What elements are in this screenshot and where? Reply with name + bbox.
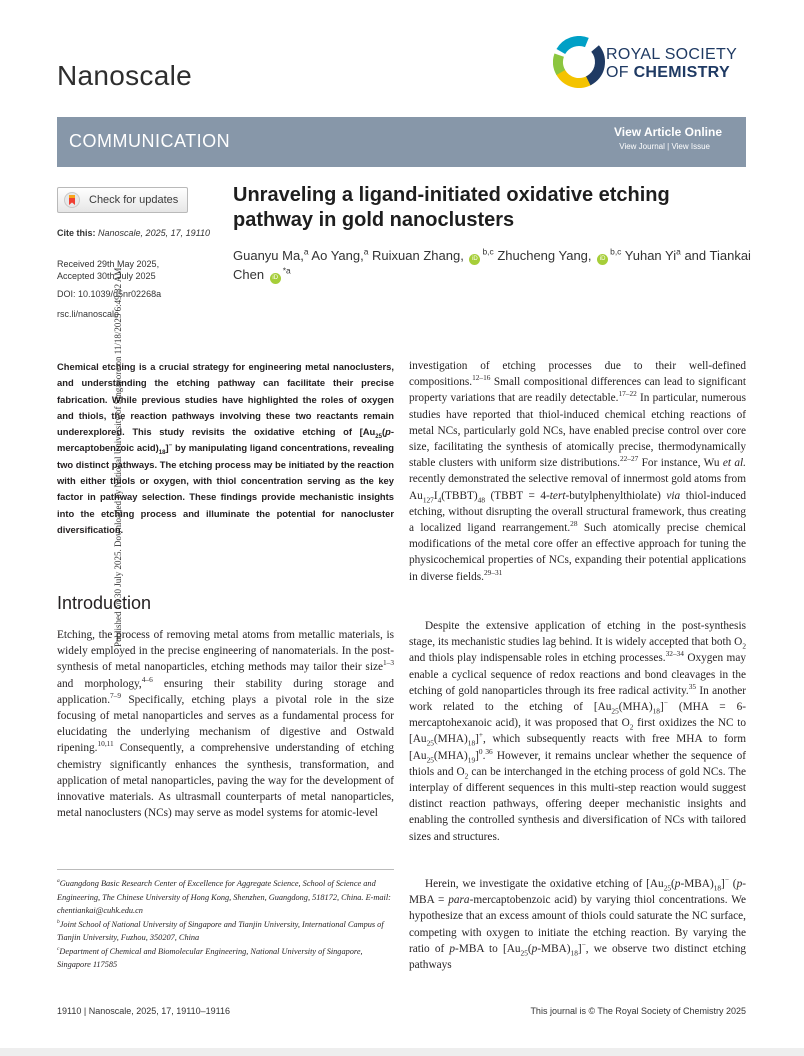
doi[interactable]: DOI: 10.1039/d5nr02268a: [57, 289, 162, 299]
affiliations: $^a$Guangdong Basic Research Center of Excellence for Aggregate Science, School of Science and Engineering, The Chinese University of Hong Kong, Shenzhen, Guangdong, 518172, China. E-mail: chentiankai@cuhk.edu.cn $^b$Joint School of National University of Singapore and Tianjin University, International Campus of Tianjin University, Fuzhou, 350207, China $^c$Department of Chemical and Biomolecular Engineering, National University of Singapore, Singapore 117585: [57, 878, 391, 969]
article-type-label: COMMUNICATION: [69, 131, 231, 151]
crossmark-icon: [64, 192, 80, 208]
separator: |: [667, 142, 670, 151]
view-journal-link[interactable]: View Journal: [619, 142, 665, 151]
download-notice: Published on 30 July 2025. Downloaded by National University of Singapore on 11/18/2025 6:49:32 AM.: [113, 265, 123, 647]
page-footer-copyright: This journal is © The Royal Society of Chemistry 2025: [530, 1006, 746, 1016]
page-footer-citation: 19110 | Nanoscale, 2025, 17, 19110–19116: [57, 1006, 230, 1016]
abstract: Chemical etching is a crucial strategy for engineering metal nanoclusters, and understanding the etching pathway can facilitate their precise fabrication. While previous studies have highlighted the roles of oxygen and thiols, the reaction pathways involving these two reactants remain underexplored. This study revisits the oxidative etching of [$Au_{25}(p$-mercaptobenzoic $acid)_{18}]^-$ by manipulating ligand concentrations, revealing two distinct pathways. The etching process may be initiated by the reaction with either thiols or oxygen, with thiol concentration serving as the key factor in pathway selection. These findings provide mechanistic insights into the etching process and illuminate the potential for nanocluster diversification.: [57, 361, 394, 535]
journal-url[interactable]: rsc.li/nanoscale: [57, 309, 120, 319]
view-links: [619, 142, 710, 151]
publisher-name-line1: ROYAL SOCIETY: [606, 46, 738, 63]
article-type-banner: [57, 117, 746, 167]
journal-title[interactable]: Nanoscale: [57, 60, 193, 91]
received-date: Received 29th May 2025,: [57, 259, 160, 269]
view-article-online-link[interactable]: View Article Online: [613, 125, 722, 139]
author-list: Guanyu Ma,$^a$ Ao Yang,$^a$ Ruixuan Zhang, iD$^{b,c}$ Zhucheng Yang, iD$^{b,c}$ Yuhan Yi$^a$ and Tiankai Chen $iD^{*a}$: [233, 246, 751, 282]
view-issue-link[interactable]: View Issue: [671, 142, 710, 151]
check-for-updates-button[interactable]: [57, 187, 188, 213]
body-paragraph: Etching, the process of removing metal atoms from metallic materials, is widely employed in the precise engineering of nanomaterials. In the post-synthesis of metal nanoparticles, etching methods may tailor their size$^{1-3}$ and morphology,$^{4-6}$ ensuring their stability during storage and application.$^{7-9}$ Specifically, etching plays a pivotal role in the size focusing of metal nanoparticles and serves as a fundamental process for elucidating the underlying mechanism of digestive and Ostwald ripening.$^{10,11}$ Consequently, a comprehensive understanding of etching chemistry significantly enhances the synthesis, transformation, and application of metal nanoparticles, paving the way for the development of innovative materials. As ultrasmall counterparts of metal nanoparticles, metal nanoclusters (NCs) may serve as model systems for atomic-level: [57, 629, 394, 820]
cite-line: Cite this: Nanoscale, 2025, 17, 19110: [57, 228, 210, 238]
footnote-divider: [57, 869, 394, 870]
article-title: Unraveling a ligand-initiated oxidative etching pathway in gold nanoclusters: [233, 184, 670, 231]
orcid-icon[interactable]: iD: [270, 273, 281, 284]
orcid-icon[interactable]: iD: [597, 254, 608, 265]
accepted-date: Accepted 30th July 2025: [57, 271, 156, 281]
body-paragraph: Despite the extensive application of etching in the post-synthesis stage, its mechanistic studies lag behind. It is widely accepted that both $O_2$ and thiols play indispensable roles in etching processes.$^{32-34}$ Oxygen may enable a cyclical sequence of redox reactions and bond cleavages in the etching of gold nanoparticles through its free radical activity.$^{35}$ In another work related to the etching of $[Au_{25}(MHA)_{18}]^-$ (MHA = 6-mercaptohexanoic acid), it was proposed that $O_2$ first oxidizes the NC to $[Au_{25}(MHA)_{18}]^+$, which subsequently reacts with free MHA to form $[Au_{25}(MHA)_{19}]^0.^{36}$ However, it remains unclear whether the sequence of thiols and $O_2$ can be interchanged in the etching process of gold NCs. The interplay of different sequences in this multi-step reaction would suggest distinct reaction pathways, offering deeper mechanistic insights and enabling the controlled synthesis and diversification of NCs with tailored sizes and structures.: [409, 620, 746, 843]
orcid-icon[interactable]: iD: [469, 254, 480, 265]
body-paragraph: Herein, we investigate the oxidative etching of $[Au_{25}(p-MBA)_{18}]^-$ (p-MBA = para-mercaptobenzoic acid) by varying thiol concentrations. We hypothesize that an excess amount of thiols could saturate the NC surface, competing with oxygen to initiate the etching reaction. By varying the ratio of p-MBA to $[Au_{25}(p-MBA)_{18}]^-$, we observe two distinct etching pathways: [409, 875, 746, 972]
section-heading-introduction: Introduction: [57, 593, 152, 613]
viewer-bottom-bar: [0, 1048, 804, 1056]
publisher-name-line2: OF CHEMISTRY: [606, 64, 730, 81]
body-paragraph: investigation of etching processes due to their well-defined compositions.$^{12-16}$ Small compositional differences can lead to significant property variations that are readily detectable.$^{17-22}$ In particular, numerous studies have reported that thiol-induced chemical etching reactions of metal NCs, particularly gold NCs, have enabled precise control over core size, facilitating the synthesis of atomically precise, thermodynamically stable clusters with uniform size distributions.$^{22-27}$ For instance, Wu et al. recently demonstrated the selective removal of innermost gold atoms from $Au_{127}I_4(TBBT)_{48}$ (TBBT = 4-tert-butylphenylthiolate) via thiol-induced etching, without disrupting the overall structural framework, thus creating a localized ligand rearrangement.$^{28}$ Such atomically precise chemical modifications of the metal core offer an effective approach for tuning the physicochemical properties of NCs, expanding their potential applications in diverse fields.$^{29-31}$: [409, 360, 747, 583]
check-updates-label: Check for updates: [89, 194, 179, 206]
